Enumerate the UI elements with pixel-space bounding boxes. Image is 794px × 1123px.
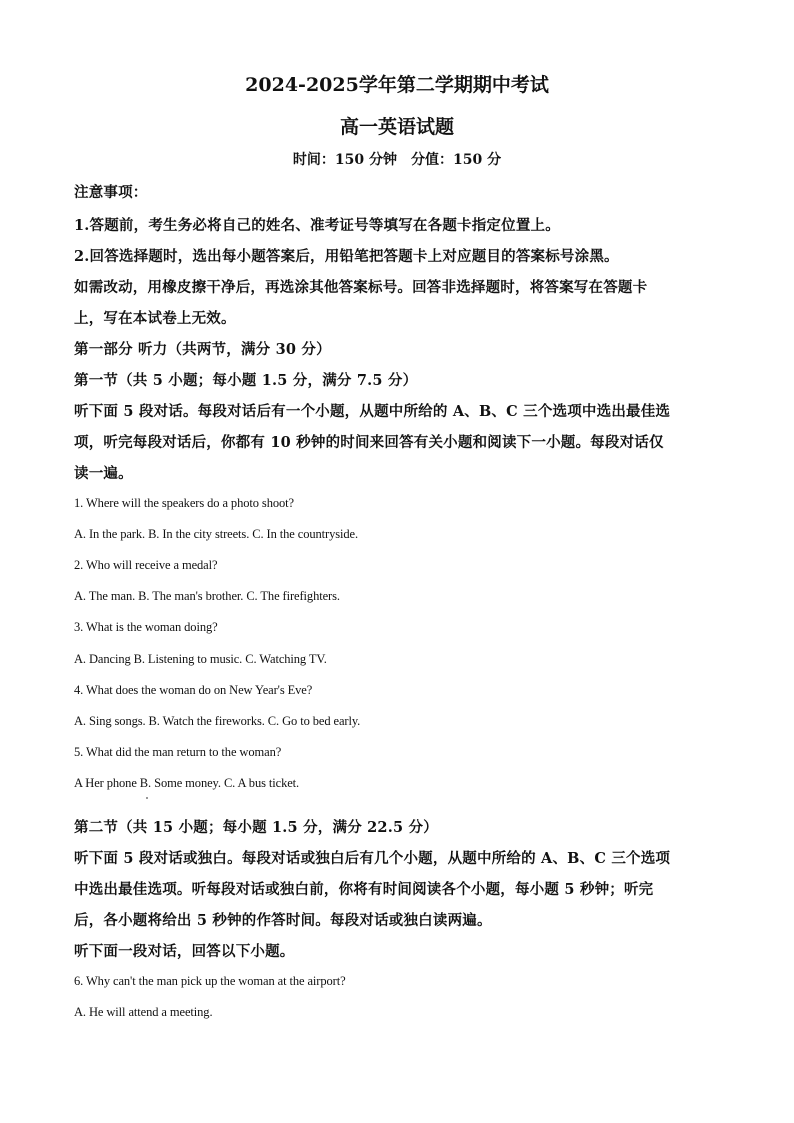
section2-instruction-line-2: 中选出最佳选项。听每段对话或独白前，你将有时间阅读各个小题，每小题 5 秒钟；听完 (74, 881, 654, 898)
exam-subtitle: 高一英语试题 (339, 116, 454, 138)
notice-item-3-line-1: 如需改动，用橡皮擦干净后，再选涂其他答案标号。回答非选择题时，将答案写在答题卡 (74, 279, 648, 296)
question-4-options: A. Sing songs. B. Watch the fireworks. C. Go to bed early. (74, 714, 361, 728)
question-6-option-a: A. He will attend a meeting. (74, 1005, 213, 1019)
question-4: 4. What does the woman do on New Year's Eve? (74, 683, 313, 697)
section2-instruction-line-3: 后，各小题将给出 5 秒钟的作答时间。每段对话或独白读两遍。 (74, 912, 492, 929)
section1-heading: 第一节（共 5 小题；每小题 1.5 分，满分 7.5 分） (74, 372, 418, 389)
notice-item-1: 1.答题前，考生务必将自己的姓名、准考证号等填写在各题卡指定位置上。 (74, 217, 560, 234)
exam-title: 2024-2025学年第二学期期中考试 (245, 74, 549, 96)
section1-instruction-line-3: 读一遍。 (74, 465, 133, 482)
question-5-options: A Her phone B. Some money. C. A bus ticket. (74, 776, 300, 790)
section2-sub-instruction: 听下面一段对话，回答以下小题。 (74, 943, 295, 960)
section2-heading: 第二节（共 15 小题；每小题 1.5 分，满分 22.5 分） (74, 819, 438, 836)
section1-instruction-line-1: 听下面 5 段对话。每段对话后有一个小题，从题中所给的 A、B、C 三个选项中选出最佳选 (74, 403, 671, 420)
question-5: 5. What did the man return to the woman? (74, 745, 282, 759)
question-2-options: A. The man. B. The man's brother. C. The firefighters. (74, 589, 340, 603)
question-2: 2. Who will receive a medal? (74, 558, 218, 572)
notice-item-2: 2.回答选择题时，选出每小题答案后，用铅笔把答题卡上对应题目的答案标号涂黑。 (74, 248, 619, 265)
stray-dot-mark (146, 797, 148, 799)
notice-heading: 注意事项： (74, 184, 148, 201)
part1-heading: 第一部分 听力（共两节，满分 30 分） (74, 341, 331, 358)
section2-instruction-line-1: 听下面 5 段对话或独白。每段对话或独白后有几个小题，从题中所给的 A、B、C 三个选项 (74, 850, 671, 867)
section1-instruction-line-2: 项，听完每段对话后，你都有 10 秒钟的时间来回答有关小题和阅读下一小题。每段对话仅 (74, 434, 664, 451)
question-6: 6. Why can't the man pick up the woman at the airport? (74, 974, 346, 988)
question-1-options: A. In the park. B. In the city streets. C. In the countryside. (74, 527, 359, 541)
question-3: 3. What is the woman doing? (74, 620, 218, 634)
notice-item-3-line-2: 上，写在本试卷上无效。 (74, 310, 236, 327)
exam-time-score: 时间：150 分钟 分值：150 分 (292, 152, 502, 168)
question-3-options: A. Dancing B. Listening to music. C. Watching TV. (74, 652, 327, 666)
question-1: 1. Where will the speakers do a photo shoot? (74, 496, 294, 510)
